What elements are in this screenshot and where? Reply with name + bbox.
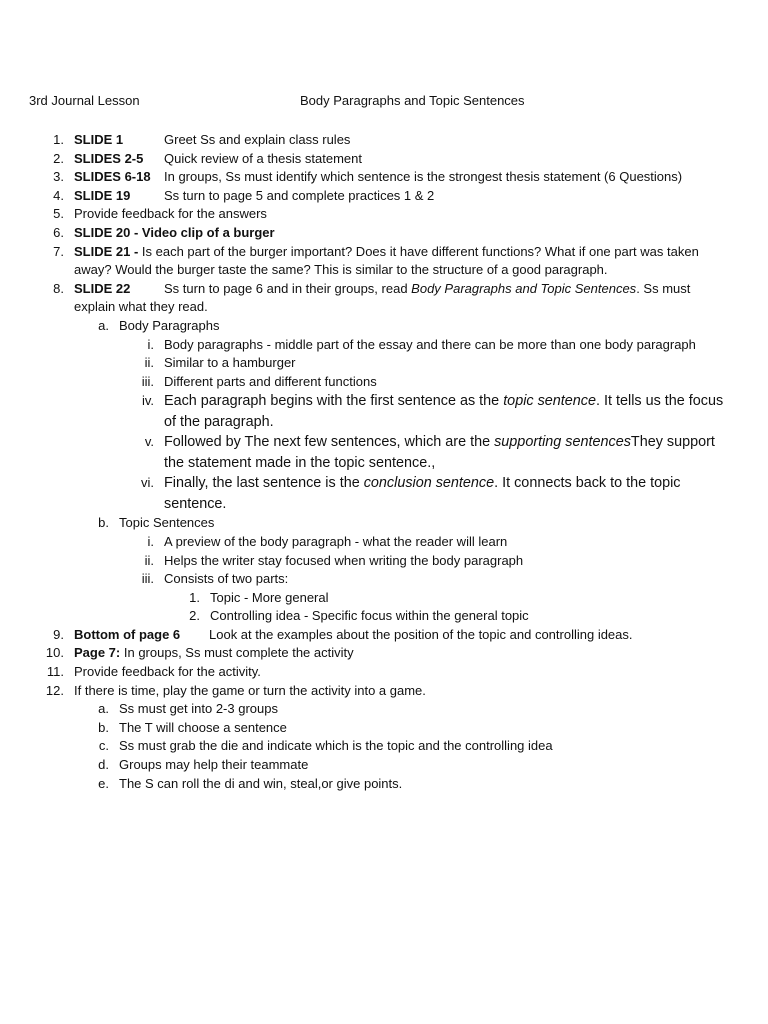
item-text: Provide feedback for the answers bbox=[74, 206, 267, 222]
sub-item-topic-sentences: b. Topic Sentences bbox=[98, 515, 215, 531]
item-text: If there is time, play the game or turn the activity into a game. bbox=[74, 682, 426, 698]
item-label: SLIDE 22 bbox=[74, 280, 131, 296]
game-step: a. Ss must get into 2-3 groups bbox=[98, 701, 278, 717]
item-text: Look at the examples about the position of the topic and controlling ideas. bbox=[209, 626, 633, 642]
list-item: 3. SLIDES 6-18 In groups, Ss must identify which sentence is the strongest thesis statement (6 Questions) bbox=[0, 168, 768, 187]
item-text: Ss turn to page 5 and complete practices 1 & 2 bbox=[164, 187, 435, 203]
reading-title: Body Paragraphs and Topic Sentences bbox=[411, 280, 637, 296]
list-item: 8. SLIDE 22 Ss turn to page 6 and in their groups, read Body Paragraphs and Topic Sentences. Ss must explain what they read. bbox=[53, 280, 691, 315]
item-label: SLIDES 6-18 bbox=[74, 169, 151, 185]
roman-item: iii. Consists of two parts: bbox=[141, 571, 289, 587]
roman-item: v. Followed by The next few sentences, which are the supporting sentencesThey support the statement made in the topic sentence., bbox=[144, 434, 715, 471]
game-step: b. The T will choose a sentence bbox=[98, 719, 287, 735]
roman-item: ii. Helps the writer stay focused when writing the body paragraph bbox=[144, 552, 524, 568]
list-item: 12. If there is time, play the game or turn the activity into a game. bbox=[45, 682, 426, 698]
item-text: In groups, Ss must complete the activity bbox=[120, 645, 354, 661]
item-label: SLIDE 20 - Video clip of a burger bbox=[74, 224, 275, 240]
list-item: 1. SLIDE 1 Greet Ss and explain class rules bbox=[0, 131, 768, 150]
item-label: SLIDE 21 - bbox=[74, 243, 139, 259]
roman-item: vi. Finally, the last sentence is the conclusion sentence. It connects back to the topic sentence. bbox=[141, 475, 681, 512]
sub-item-body-paragraphs: a. Body Paragraphs bbox=[98, 317, 220, 333]
item-text: Is each part of the burger important? Does it have different functions? What if one part was taken away? Would the burger taste the same? This is similar to the structure of a good paragraph. bbox=[74, 243, 699, 278]
item-text: Greet Ss and explain class rules bbox=[164, 132, 351, 147]
item-label: SLIDE 19 bbox=[74, 187, 131, 203]
item-text: Provide feedback for the activity. bbox=[74, 664, 261, 680]
item-label: SLIDES 2-5 bbox=[74, 150, 144, 166]
item-label: SLIDE 1 bbox=[74, 132, 124, 147]
list-item: 5. Provide feedback for the answers bbox=[53, 206, 267, 222]
roman-item: i. A preview of the body paragraph - what the reader will learn bbox=[147, 533, 508, 549]
list-item: 4. SLIDE 19 Ss turn to page 5 and complete practices 1 & 2 bbox=[0, 187, 768, 206]
item-text: Quick review of a thesis statement bbox=[164, 150, 362, 166]
item-label: Page 7: bbox=[74, 645, 121, 661]
list-item: 6. SLIDE 20 - Video clip of a burger bbox=[53, 224, 275, 240]
numbered-sub-item: 1. Topic - More general bbox=[189, 589, 329, 605]
roman-item: iv. Each paragraph begins with the first sentence as the topic sentence. It tells us the focus of the paragraph. bbox=[141, 393, 724, 430]
game-step: d. Groups may help their teammate bbox=[98, 757, 309, 773]
lesson-title: Body Paragraphs and Topic Sentences bbox=[300, 93, 525, 108]
roman-item: i. Body paragraphs - middle part of the essay and there can be more than one body paragraph bbox=[147, 336, 696, 352]
list-item: 2. SLIDES 2-5 Quick review of a thesis statement bbox=[0, 150, 768, 169]
roman-item: ii. Similar to a hamburger bbox=[144, 355, 296, 371]
game-step: c. Ss must grab the die and indicate which is the topic and the controlling idea bbox=[98, 738, 553, 754]
item-label: Bottom of page 6 bbox=[74, 626, 181, 642]
roman-item: iii. Different parts and different functions bbox=[141, 373, 377, 389]
lesson-plan-list bbox=[0, 131, 768, 793]
numbered-sub-item: 2. Controlling idea - Specific focus within the general topic bbox=[189, 608, 529, 624]
list-item: 11. Provide feedback for the activity. bbox=[46, 664, 261, 680]
lesson-number: 3rd Journal Lesson bbox=[29, 93, 140, 108]
list-item: 9. Bottom of page 6 Look at the examples about the position of the topic and controlling ideas. bbox=[0, 626, 768, 645]
list-item: 10. Page 7: In groups, Ss must complete the activity bbox=[45, 645, 354, 661]
game-step: e. The S can roll the di and win, steal,or give points. bbox=[98, 775, 403, 791]
list-item: 7. SLIDE 21 - Is each part of the burger important? Does it have different functions? What if one part was taken away? Would the burger taste the same? This is similar to the structure of a good paragraph. bbox=[53, 243, 699, 278]
item-text: In groups, Ss must identify which sentence is the strongest thesis statement (6 Questions) bbox=[164, 169, 683, 185]
